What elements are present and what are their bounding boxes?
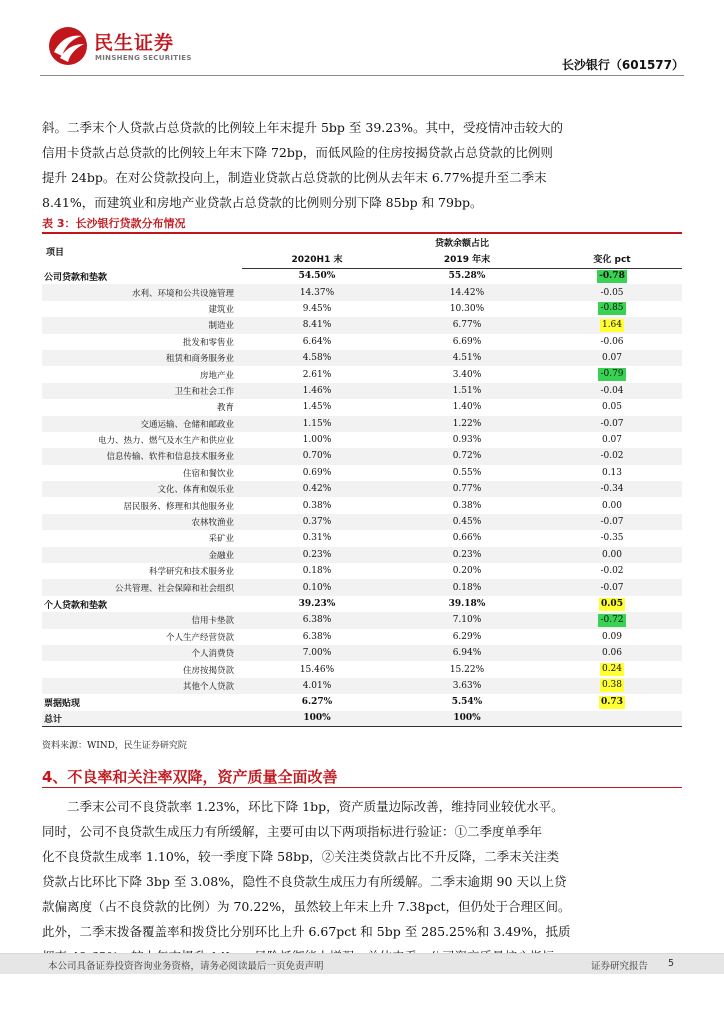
cell-change [542, 678, 682, 694]
table-row [42, 563, 682, 579]
table-row [42, 416, 682, 432]
cell-2019: 14.42% [392, 284, 542, 300]
table-row [42, 301, 682, 317]
change-value: 0.00 [601, 500, 623, 511]
table-row [42, 514, 682, 530]
cell-change [542, 563, 682, 579]
cell-change [542, 383, 682, 399]
cell-2019: 55.28% [448, 271, 486, 282]
cell-2020h1: 0.42% [242, 481, 392, 497]
cell-2019: 4.51% [392, 350, 542, 366]
column-header-change: 变化 pct [542, 250, 682, 268]
table-row [42, 366, 682, 382]
change-value: 0.05 [601, 598, 623, 609]
cell-2019: 6.77% [392, 317, 542, 333]
table-row [42, 284, 682, 300]
cell-2019: 0.20% [452, 566, 482, 577]
cell-2020h1: 6.27% [301, 697, 333, 708]
cell-change [542, 350, 682, 366]
row-label: 制造业 [42, 317, 242, 333]
cell-2020h1: 6.38% [242, 612, 392, 628]
minsheng-logo [48, 24, 198, 70]
change-value: -0.04 [600, 385, 624, 396]
cell-change [542, 301, 682, 317]
cell-change [542, 645, 682, 661]
change-value: 0.05 [601, 402, 623, 413]
change-value: -0.07 [600, 517, 624, 528]
cell-2019: 7.10% [392, 612, 542, 628]
section-divider [42, 787, 682, 788]
cell-2019: 15.22% [449, 664, 485, 675]
row-label: 卫生和社会工作 [42, 383, 242, 399]
cell-change [542, 416, 682, 432]
body-line: 同时，公司不良贷款生成压力有所缓解，主要可由以下两项指标进行验证：①二季度单季年 [42, 824, 543, 839]
cell-2020h1: 39.23% [298, 599, 336, 609]
table-row [42, 629, 682, 645]
cell-2020h1: 0.10% [242, 579, 392, 595]
table-row [42, 596, 682, 612]
change-value: 0.00 [601, 549, 623, 560]
body-paragraph [42, 794, 682, 969]
page-number: 5 [667, 958, 674, 969]
row-label: 电力、热力、燃气及水生产和供应业 [97, 436, 234, 447]
change-value: 0.13 [601, 467, 623, 478]
cell-change [542, 514, 682, 530]
logo-text-en: MINSHENG SECURITIES [95, 54, 192, 62]
body-line: 此外，二季末拨备覆盖率和拨贷比分别环比上升 6.67pct 和 5bp 至 285.25%和 3.49%，抵质 [42, 924, 571, 939]
row-label: 建筑业 [208, 304, 234, 315]
cell-2019: 0.66% [452, 533, 482, 544]
row-label: 个人贷款和垫款 [44, 600, 108, 611]
table-row [42, 547, 682, 563]
body-line: 化不良贷款生成率 1.10%，较一季度下降 58bp，②关注类贷款占比不升反降，二季末关注类 [42, 849, 560, 864]
cell-change [542, 579, 682, 595]
cell-change [542, 268, 682, 284]
cell-2019: 10.30% [449, 303, 485, 314]
table-row [42, 481, 682, 497]
cell-change [542, 481, 682, 497]
cell-2020h1: 54.50% [298, 271, 336, 282]
table-header-row [42, 234, 682, 250]
column-header-2020h1: 2020H1 末 [242, 250, 392, 268]
row-label: 批发和零售业 [182, 337, 234, 348]
cell-2019: 0.77% [392, 481, 542, 497]
cell-2020h1: 1.15% [242, 416, 392, 432]
body-line: 二季末公司不良贷款率 1.23%，环比下降 1bp，资产质量边际改善，维持同业较优水平。 [67, 799, 564, 814]
cell-change [542, 465, 682, 481]
table-row [42, 661, 682, 677]
cell-change [542, 694, 682, 710]
table-row [42, 399, 682, 415]
change-value: 0.24 [601, 664, 623, 675]
change-value: -0.79 [600, 369, 624, 380]
cell-2020h1: 6.64% [302, 336, 332, 347]
table-caption: 表 3：长沙银行贷款分布情况 [42, 217, 186, 230]
change-value: -0.06 [600, 336, 624, 347]
change-value: -0.72 [600, 614, 624, 625]
cell-2020h1: 2.61% [302, 369, 332, 380]
cell-2019: 39.18% [448, 599, 486, 609]
cell-2020h1: 14.37% [242, 284, 392, 300]
cell-2020h1: 8.41% [242, 317, 392, 333]
cell-2019: 1.51% [392, 383, 542, 399]
table-row [42, 465, 682, 481]
change-value: 0.06 [601, 648, 623, 659]
table-row [42, 317, 682, 333]
row-label: 个人消费贷 [42, 645, 242, 661]
cell-2019: 6.94% [392, 645, 542, 661]
cell-2020h1: 0.23% [242, 547, 392, 563]
cell-change [542, 530, 682, 546]
intro-paragraph [42, 115, 682, 215]
intro-line: 8.41%，而建筑业和房地产业贷款占总贷款的比例则分别下降 85bp 和 79bp。 [42, 195, 483, 210]
cell-change [542, 612, 682, 628]
cell-2019: 1.22% [392, 416, 542, 432]
cell-change [542, 366, 682, 382]
header-divider [40, 75, 684, 76]
cell-change [542, 448, 682, 464]
row-label: 信息传输、软件和信息技术服务业 [42, 448, 242, 464]
cell-change [542, 629, 682, 645]
cell-2019: 3.40% [452, 369, 482, 380]
cell-2020h1: 15.46% [299, 664, 335, 675]
row-label: 租赁和商务服务业 [42, 350, 242, 366]
footer-disclaimer: 本公司具备证券投资咨询业务资格，请务必阅读最后一页免责声明 [48, 961, 324, 972]
row-label: 票据贴现 [44, 698, 81, 709]
cell-2019: 3.63% [392, 678, 542, 694]
cell-2020h1: 1.45% [302, 402, 332, 413]
row-label: 金融业 [42, 547, 242, 563]
footer-report-label: 证券研究报告 [590, 961, 648, 972]
table-row [42, 711, 682, 727]
column-group-header: 贷款余额占比 [434, 238, 489, 249]
cell-change [542, 661, 682, 677]
row-label: 教育 [216, 403, 234, 414]
table-row [42, 678, 682, 694]
change-value: -0.78 [599, 270, 625, 281]
cell-change [542, 432, 682, 448]
cell-change [542, 317, 682, 333]
intro-line: 提升 24bp。在对公贷款投向上，制造业贷款占总贷款的比例从去年末 6.77%提升至二季末 [42, 170, 547, 185]
cell-2020h1: 100% [242, 711, 392, 727]
row-label: 总计 [42, 711, 242, 727]
change-value: 0.07 [601, 353, 623, 364]
row-label: 农林牧渔业 [42, 514, 242, 530]
cell-2020h1: 4.01% [242, 678, 392, 694]
row-label: 房地产业 [199, 370, 234, 381]
cell-change [542, 711, 682, 727]
change-value: -0.07 [600, 418, 624, 429]
table-row [42, 579, 682, 595]
table-row [42, 448, 682, 464]
cell-change [542, 547, 682, 563]
table-row [42, 530, 682, 546]
cell-change [542, 399, 682, 415]
row-label: 个人生产经营贷款 [165, 632, 234, 643]
table-row [42, 268, 682, 284]
row-label: 住宿和餐饮业 [182, 468, 234, 479]
section-title: 4、不良率和关注率双降，资产质量全面改善 [42, 768, 338, 786]
cell-change [542, 284, 682, 300]
cell-2019: 0.93% [452, 435, 482, 446]
change-value: -0.34 [600, 484, 624, 495]
row-label: 科学研究和技术服务业 [148, 567, 234, 578]
cell-2019: 0.45% [392, 514, 542, 530]
table-row [42, 612, 682, 628]
table-row [42, 334, 682, 350]
cell-change [542, 596, 682, 612]
logo-text-cn: 民生证券 [94, 32, 175, 54]
company-name: 长沙银行（601577） [561, 58, 684, 72]
row-label: 公司贷款和垫款 [44, 272, 108, 283]
cell-change [542, 334, 682, 350]
cell-2019: 6.69% [452, 336, 482, 347]
cell-2019: 0.23% [392, 547, 542, 563]
cell-2020h1: 0.70% [242, 448, 392, 464]
table-row [42, 383, 682, 399]
column-header-item: 项目 [46, 247, 65, 258]
cell-2019: 5.54% [451, 697, 483, 708]
change-value: -0.02 [600, 451, 624, 462]
row-label: 其他个人贷款 [42, 678, 242, 694]
cell-2019: 0.18% [392, 579, 542, 595]
row-label: 交通运输、仓储和邮政业 [42, 416, 242, 432]
table-body [42, 268, 682, 727]
body-line: 款偏离度（占不良贷款的比例）为 70.22%，虽然较上年末上升 7.38pct，但仍处于合理区间。 [42, 899, 571, 914]
cell-2020h1: 0.18% [302, 566, 332, 577]
table-row [42, 432, 682, 448]
intro-line: 斜。二季末个人贷款占总贷款的比例较上年末提升 5bp 至 39.23%。其中，受疫情冲击较大的 [42, 120, 564, 135]
cell-change [542, 497, 682, 513]
row-label: 文化、体育和娱乐业 [42, 481, 242, 497]
change-value: 0.73 [601, 696, 623, 707]
row-label: 采矿业 [208, 534, 234, 545]
change-value: -0.07 [600, 582, 624, 593]
table-source: 资料来源：WIND，民生证券研究院 [42, 741, 187, 751]
cell-2019: 0.38% [452, 500, 482, 511]
cell-2019: 0.72% [392, 448, 542, 464]
change-value: -0.05 [600, 287, 624, 298]
table-row [42, 350, 682, 366]
table-row [42, 497, 682, 513]
column-header-2019: 2019 年末 [392, 250, 542, 268]
cell-2020h1: 6.38% [302, 631, 332, 642]
row-label: 住房按揭贷款 [182, 665, 234, 676]
cell-2020h1: 7.00% [242, 645, 392, 661]
change-value: 1.64 [601, 319, 623, 330]
table-row [42, 645, 682, 661]
cell-2020h1: 4.58% [242, 350, 392, 366]
cell-2020h1: 1.00% [302, 435, 332, 446]
intro-line: 信用卡贷款占总贷款的比例较上年末下降 72bp，而低风险的住房按揭贷款占总贷款的比例则 [42, 145, 553, 160]
cell-2020h1: 0.37% [242, 514, 392, 530]
change-value: -0.85 [600, 303, 624, 314]
change-value: -0.35 [600, 533, 624, 544]
row-label: 公共管理、社会保障和社会组织 [42, 579, 242, 595]
change-value: -0.02 [600, 566, 624, 577]
change-value: 0.07 [601, 435, 623, 446]
row-label: 水利、环境和公共设施管理 [42, 284, 242, 300]
row-label: 居民服务、修理和其他服务业 [123, 501, 234, 512]
cell-2020h1: 0.31% [302, 533, 332, 544]
change-value: 0.38 [601, 680, 623, 691]
change-value: 0.09 [601, 631, 623, 642]
cell-2020h1: 0.38% [302, 500, 332, 511]
cell-2020h1: 1.46% [242, 383, 392, 399]
cell-2020h1: 9.45% [302, 303, 332, 314]
loan-distribution-table [42, 234, 682, 727]
cell-2019: 100% [392, 711, 542, 727]
minsheng-logo-icon [48, 26, 88, 66]
body-line: 贷款占比环比下降 3bp 至 3.08%，隐性不良贷款生成压力有所缓解。二季末逾期 90 天以上贷 [42, 874, 567, 889]
cell-2019: 0.55% [452, 467, 482, 478]
cell-2020h1: 0.69% [302, 467, 332, 478]
cell-2019: 6.29% [452, 631, 482, 642]
row-label: 信用卡垫款 [42, 612, 242, 628]
table-row [42, 694, 682, 710]
cell-2019: 1.40% [452, 402, 482, 413]
